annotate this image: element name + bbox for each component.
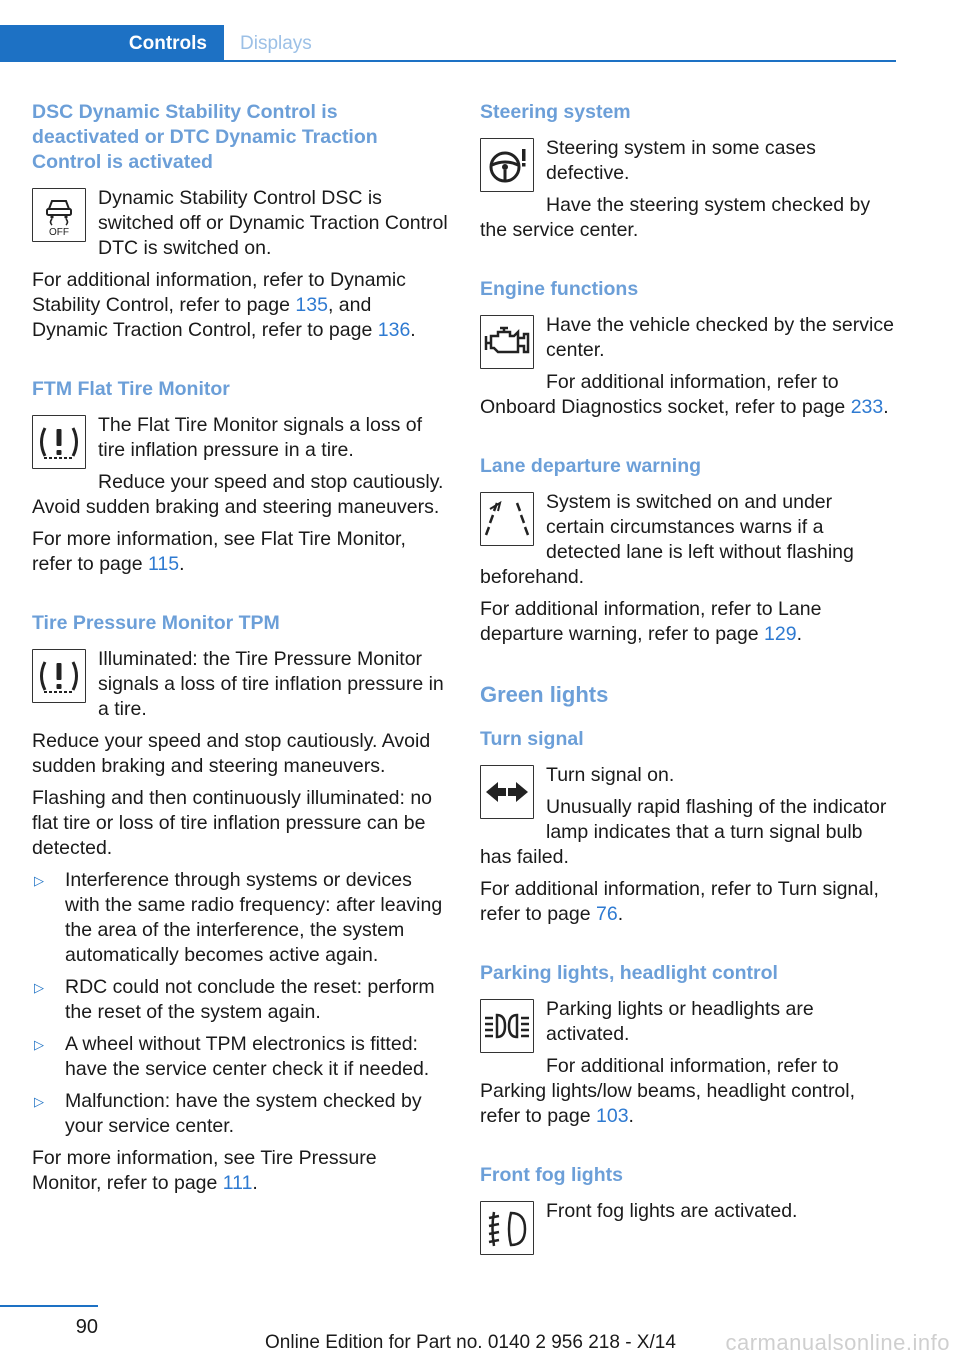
- turn-heading: Turn signal: [480, 728, 584, 750]
- turn-text2: Unusually rapid flashing of the indicator lamp indicates that a turn signal bulb has failed.: [480, 796, 887, 868]
- turn-reference: For additional information, refer to Turn signal, refer to page 76.: [480, 878, 879, 925]
- section-front-fog: [480, 1163, 896, 1259]
- page-link-136[interactable]: 136: [377, 319, 411, 341]
- ftm-reference: For more information, see Flat Tire Monitor, refer to page 115.: [32, 528, 406, 575]
- left-column: [32, 100, 448, 1230]
- ftm-text1: The Flat Tire Monitor signals a loss of tire inflation pressure in a tire.: [98, 414, 423, 461]
- fog-heading: Front fog lights: [480, 1164, 623, 1186]
- tpm-heading: Tire Pressure Monitor TPM: [32, 612, 280, 634]
- parking-heading: Parking lights, headlight control: [480, 962, 778, 984]
- dsc-reference: For additional information, refer to Dynamic Stability Control, refer to page 135, and Dynamic Traction Control, refer to page 136.: [32, 269, 416, 341]
- section-tpm: [32, 611, 448, 1196]
- list-item: ▷ A wheel without TPM electronics is fitted: have the service center check it if needed.: [34, 1033, 430, 1080]
- turn-signal-icon: [480, 765, 534, 819]
- watermark: carmanualsonline.info: [725, 1330, 950, 1355]
- tab-displays[interactable]: Displays: [240, 32, 312, 54]
- parking-text1: Parking lights or headlights are activated.: [546, 998, 814, 1045]
- tpm-text1: Illuminated: the Tire Pressure Monitor signals a loss of tire inflation pressure in a tire.: [98, 648, 444, 720]
- tpm-reference: For more information, see Tire Pressure Monitor, refer to page 111.: [32, 1147, 377, 1194]
- page-link-115[interactable]: 115: [148, 553, 180, 575]
- section-dsc: [32, 100, 448, 343]
- section-engine: [480, 277, 896, 420]
- triangle-bullet-icon: ▷: [34, 1037, 44, 1052]
- engine-reference: For additional information, refer to Onboard Diagnostics socket, refer to page 233.: [480, 371, 889, 418]
- lane-text1: System is switched on and under certain circumstances warns if a detected lane is left without flashing beforehand.: [480, 491, 854, 588]
- tpm-text2: Reduce your speed and stop cautiously. Avoid sudden braking and steering maneuvers.: [32, 730, 431, 777]
- green-lights-title: Green lights: [480, 682, 609, 707]
- triangle-bullet-icon: ▷: [34, 873, 44, 888]
- section-turn-signal: [480, 727, 896, 927]
- page-link-129[interactable]: 129: [764, 623, 797, 645]
- tire-warning-icon: [32, 415, 86, 469]
- ftm-text2: Reduce your speed and stop cautiously. Avoid sudden braking and steering maneuvers.: [32, 471, 444, 518]
- ftm-heading: FTM Flat Tire Monitor: [32, 378, 230, 400]
- section-parking-lights: [480, 961, 896, 1129]
- tire-warning-icon: [32, 649, 86, 703]
- engine-heading: Engine functions: [480, 278, 639, 300]
- list-item: ▷ Malfunction: have the system checked by your service center.: [34, 1090, 422, 1137]
- steering-wheel-icon: [480, 138, 534, 192]
- list-item: ▷ RDC could not conclude the reset: perform the reset of the system again.: [34, 976, 435, 1023]
- header-tabbar: [0, 25, 896, 62]
- triangle-bullet-icon: ▷: [34, 1094, 44, 1109]
- page-link-103[interactable]: 103: [596, 1105, 629, 1127]
- dsc-off-icon: [32, 188, 86, 242]
- page-link-111[interactable]: 111: [222, 1172, 253, 1194]
- lane-reference: For additional information, refer to Lane departure warning, refer to page 129.: [480, 598, 822, 645]
- section-steering: [480, 100, 896, 243]
- page-link-135[interactable]: 135: [295, 294, 328, 316]
- page-link-233[interactable]: 233: [850, 396, 884, 418]
- header-rule: [0, 60, 896, 62]
- page-number: 90: [75, 1316, 98, 1338]
- tpm-bullet-list: [32, 868, 448, 1139]
- lane-heading: Lane departure warning: [480, 455, 702, 477]
- dsc-heading: DSC Dynamic Stability Control is deactivated or DTC Dynamic Traction Control is activated: [32, 101, 378, 173]
- section-ftm: [32, 377, 448, 577]
- steering-heading: Steering system: [480, 101, 631, 123]
- lane-departure-icon: [480, 492, 534, 546]
- steering-text2: Have the steering system checked by the service center.: [480, 194, 871, 241]
- parking-lights-icon: [480, 999, 534, 1053]
- tpm-text3: Flashing and then continuously illuminated: no flat tire or loss of tire inflation pressure can be detected.: [32, 787, 433, 859]
- engine-icon: [480, 315, 534, 369]
- svg-text:OFF: OFF: [49, 227, 69, 237]
- tab-controls[interactable]: Controls: [0, 25, 224, 62]
- front-fog-light-icon: [480, 1201, 534, 1255]
- triangle-bullet-icon: ▷: [34, 980, 44, 995]
- fog-text1: Front fog lights are activated.: [546, 1200, 798, 1222]
- footer-rule: [0, 1305, 98, 1307]
- engine-text1: Have the vehicle checked by the service center.: [546, 314, 894, 361]
- steering-text1: Steering system in some cases defective.: [546, 137, 816, 184]
- list-item: ▷ Interference through systems or devices with the same radio frequency: after leaving the area of the interference, the system automatically becomes active again.: [34, 869, 443, 966]
- page-link-76[interactable]: 76: [596, 903, 618, 925]
- right-column: [480, 100, 896, 1293]
- edition-text: Online Edition for Part no. 0140 2 956 218 - X/14: [265, 1332, 676, 1353]
- parking-reference: For additional information, refer to Parking lights/low beams, headlight control, refer to page 103.: [480, 1055, 856, 1127]
- section-lane-departure: [480, 454, 896, 647]
- turn-text1: Turn signal on.: [546, 764, 675, 786]
- dsc-text: Dynamic Stability Control DSC is switched off or Dynamic Traction Control DTC is switched on.: [98, 187, 448, 259]
